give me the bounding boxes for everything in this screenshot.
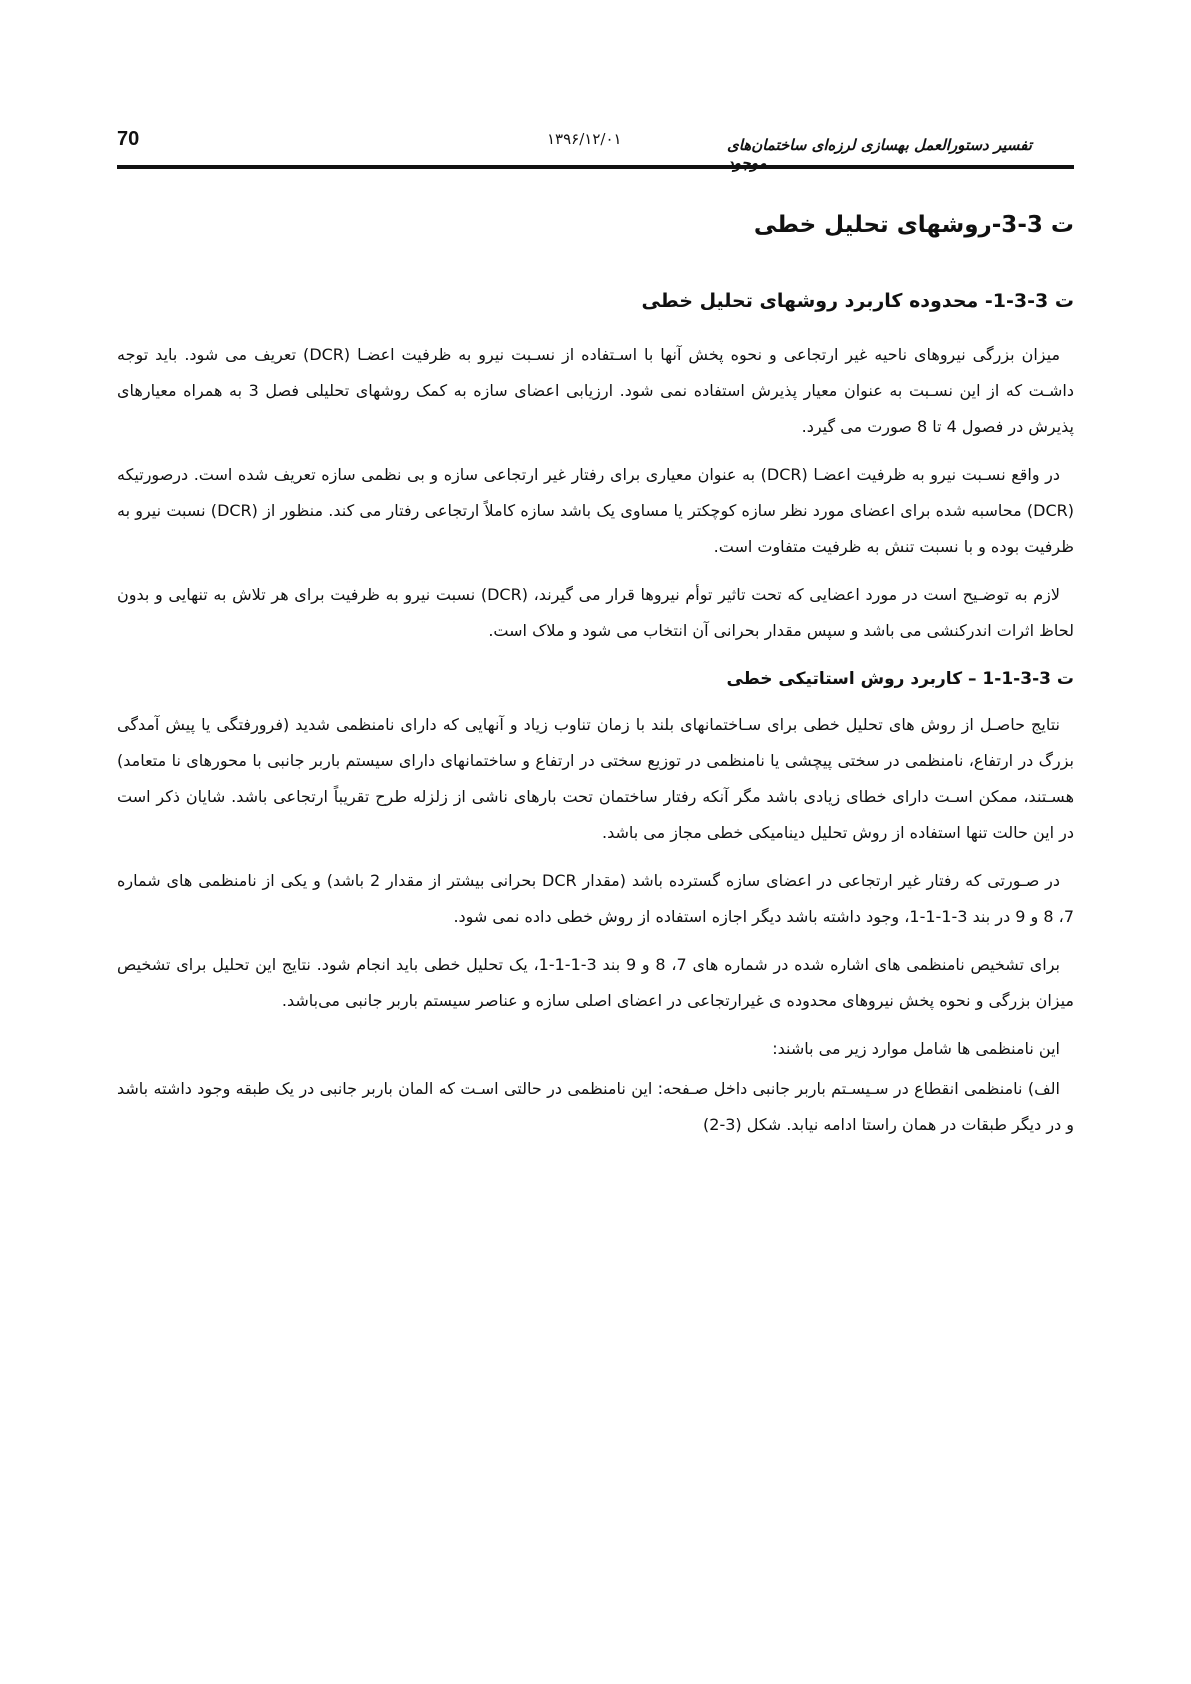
section-heading: ت 3-3-روشهای تحلیل خطی — [753, 212, 1074, 238]
subsection-heading-scope: ت 3-3-1- محدوده کاربرد روشهای تحلیل خطی — [641, 290, 1074, 312]
paragraph-linear-results: نتایج حاصـل از روش های تحلیل خطی برای سـاختمانهای بلند با زمان تناوب زیاد و آنهایی که دارای نامنظمی شدید (فرورفتگی یا پیش آمدگی بزرگ در ارتفاع، نامنظمی در سختی پیچشی یا نامنظمی در توزیع سختی در ارتفاع و ساختمانهای دارای سیستم باربر جانبی با محورهای نا متعامد) هسـتند، ممکن اسـت دارای خطای زیادی باشد مگر آنکه رفتار ساختمان تحت بارهای ناشی از زلزله طرح تقریباً ارتجاعی باشد. شایان ذکر است در این حالت تنها استفاده از روش تحلیل دینامیکی خطی مجاز می باشد. — [117, 715, 1074, 842]
page-content — [117, 195, 1074, 1155]
paragraph-irregularities-intro: این نامنظمی ها شامل موارد زیر می باشند: — [772, 1039, 1060, 1058]
header-date: ۱۳۹۶/۱۲/۰۱ — [547, 130, 622, 148]
paragraph-irregularity-a: الف) نامنظمی انقطاع در سـیسـتم باربر جانبی داخل صـفحه: این نامنظمی در حالتی اسـت که المان باربر جانبی در یک طبقه وجود داشته باشد و در دیگر طبقات در همان راستا ادامه نیابد. شکل (3-2) — [117, 1079, 1074, 1134]
page-number: 70 — [117, 128, 140, 150]
paragraph-dcr-definition: میزان بزرگی نیروهای ناحیه غیر ارتجاعی و نحوه پخش آنها با اسـتفاده از نسـبت نیرو به ظرفیت اعضـا (DCR) تعریف می شود. باید توجه داشـت که از این نسـبت به عنوان معیار پذیرش استفاده نمی شود. ارزیابی اعضای سازه به کمک روشهای تحلیلی فصل 3 به همراه معیارهای پذیرش در فصول 4 تا 8 صورت می گیرد. — [117, 345, 1074, 436]
header-title: تفسیر دستورالعمل بهسازی لرزه‌ای ساختمان‌های موجود — [727, 136, 1032, 172]
subsection-heading-linear-static: ت 3-3-1-1 – کاربرد روش استاتیکی خطی — [726, 669, 1074, 689]
page-header — [117, 128, 1074, 172]
paragraph-dcr-combined: لازم به توضـیح است در مورد اعضایی که تحت تاثیر توأم نیروها قرار می گیرند، (DCR) نسبت نیرو به ظرفیت برای هر تلاش به تنهایی و بدون لحاظ اثرات اندرکنشی می باشد و سپس مقدار بحرانی آن انتخاب می شود و ملاک است. — [117, 585, 1074, 640]
paragraph-dcr-criterion: در واقع نسـبت نیرو به ظرفیت اعضـا (DCR) به عنوان معیاری برای رفتار غیر ارتجاعی سازه و بی نظمی سازه تعریف شده است. درصورتیکه (DCR) محاسبه شده برای اعضای مورد نظر سازه کوچکتر یا مساوی یک باشد سازه کاملاً ارتجاعی رفتار می کند. منظور از (DCR) نسبت نیرو به ظرفیت بوده و با نسبت تنش به ظرفیت متفاوت است. — [117, 465, 1074, 556]
header-rule — [117, 165, 1074, 169]
paragraph-irregularity-detection: برای تشخیص نامنظمی های اشاره شده در شماره های 7، 8 و 9 بند 3-1-1-1، یک تحلیل خطی باید انجام شود. نتایج این تحلیل برای تشخیص میزان بزرگی و نحوه پخش نیروهای محدوده ی غیرارتجاعی در اعضای اصلی سازه و عناصر سیستم باربر جانبی می‌باشد. — [117, 955, 1074, 1010]
paragraph-nonlinear-extent: در صـورتی که رفتار غیر ارتجاعی در اعضای سازه گسترده باشد (مقدار DCR بحرانی بیشتر از مقدار 2 باشد) و یکی از نامنظمی های شماره 7، 8 و 9 در بند 3-1-1-1، وجود داشته باشد دیگر اجازه استفاده از روش خطی داده نمی شود. — [117, 871, 1074, 926]
